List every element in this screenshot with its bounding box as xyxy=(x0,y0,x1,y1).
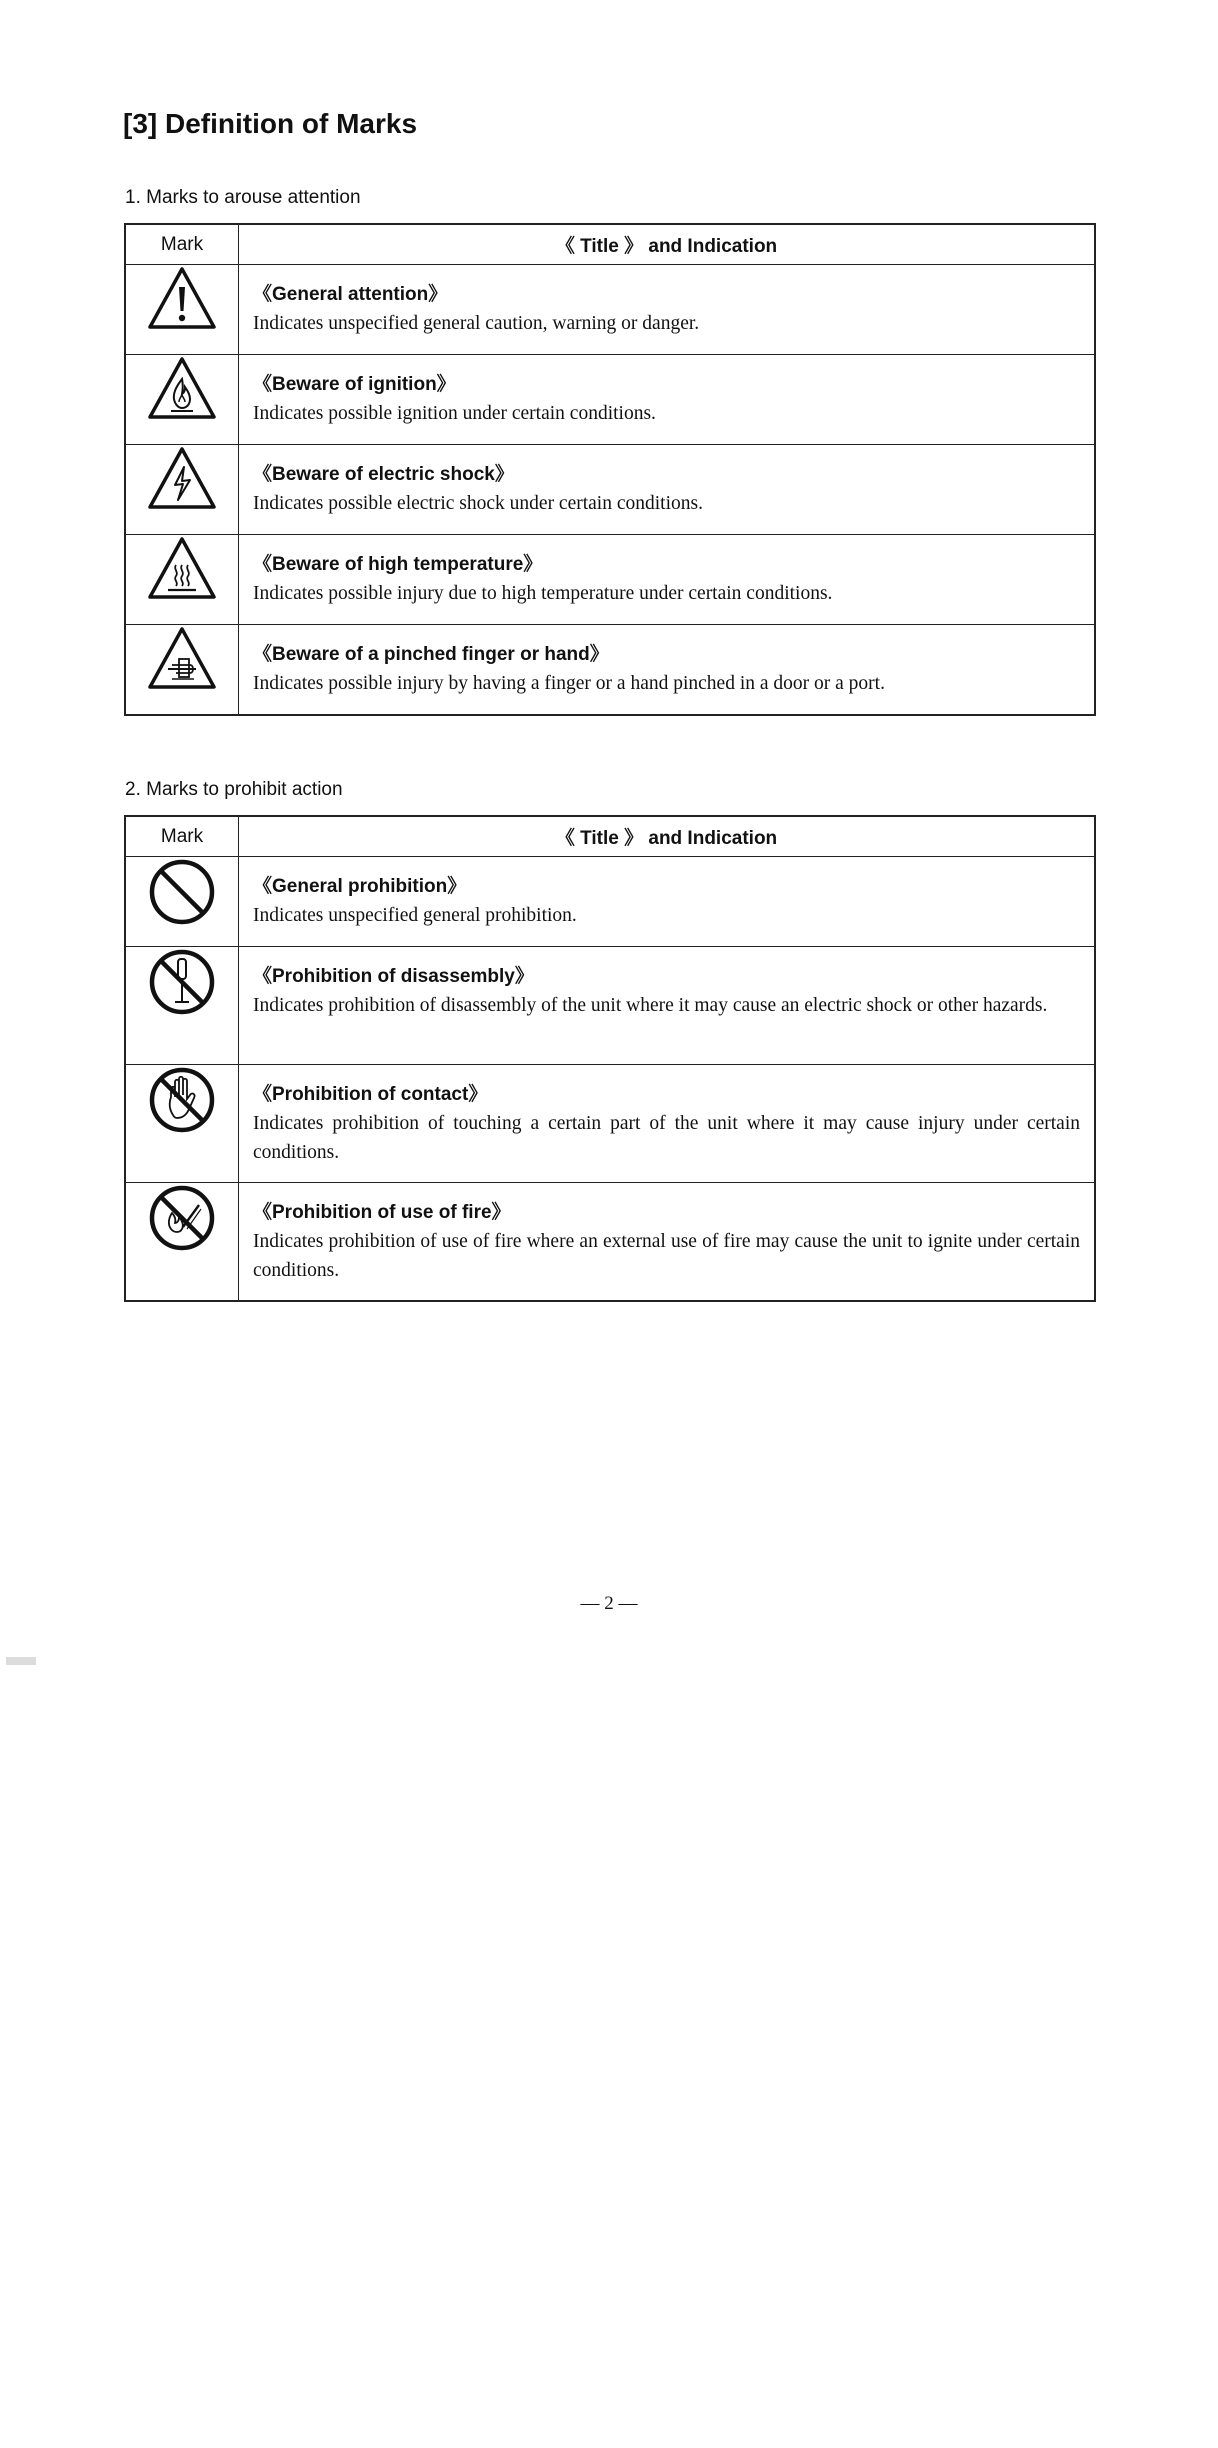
column-header-mark: Mark xyxy=(125,224,239,265)
page-heading: [3] Definition of Marks xyxy=(123,108,418,139)
mark-title: 《Prohibition of contact》 xyxy=(253,1084,488,1105)
mark-title: 《General attention》 xyxy=(253,284,448,305)
mark-title: 《Prohibition of use of fire》 xyxy=(253,1202,511,1223)
column-header-title: 《 Title 》 and Indication xyxy=(239,224,1096,265)
table-row xyxy=(125,625,1095,715)
mark-title: 《Beware of ignition》 xyxy=(253,374,456,395)
description-cell xyxy=(239,355,1096,445)
description-cell xyxy=(239,445,1096,535)
mark-cell xyxy=(125,535,239,625)
no-fire-icon xyxy=(147,1183,217,1253)
description-cell xyxy=(239,265,1096,355)
high-temperature-warning-icon xyxy=(146,535,218,601)
page-number: — 2 — xyxy=(580,1593,638,1614)
mark-cell xyxy=(125,265,239,355)
mark-description: Indicates possible ignition under certain conditions. xyxy=(253,403,656,424)
section-title-prohibit: 2. Marks to prohibit action xyxy=(125,779,343,800)
general-prohibition-icon xyxy=(147,857,217,927)
mark-cell xyxy=(125,625,239,715)
table-row xyxy=(125,265,1095,355)
table-row xyxy=(125,1183,1095,1301)
mark-cell xyxy=(125,1065,239,1183)
mark-description: Indicates possible injury by having a finger or a hand pinched in a door or a port. xyxy=(253,673,885,694)
mark-description: Indicates prohibition of touching a certain part of the unit where it may cause injury under certain conditions. xyxy=(253,1113,1080,1163)
attention-marks-table xyxy=(124,223,1096,716)
mark-cell xyxy=(125,355,239,445)
mark-cell xyxy=(125,1183,239,1301)
ignition-warning-icon xyxy=(146,355,218,421)
column-header-title: 《 Title 》 and Indication xyxy=(239,816,1096,857)
mark-description: Indicates possible electric shock under certain conditions. xyxy=(253,493,703,514)
description-cell xyxy=(239,625,1096,715)
prohibit-marks-table xyxy=(124,815,1096,1302)
table-row xyxy=(125,355,1095,445)
mark-description: Indicates prohibition of disassembly of the unit where it may cause an electric shock or other hazards. xyxy=(253,995,1048,1016)
mark-cell xyxy=(125,445,239,535)
description-cell xyxy=(239,857,1096,947)
description-cell xyxy=(239,947,1096,1065)
mark-title: 《Beware of a pinched finger or hand》 xyxy=(253,644,609,665)
mark-title: 《Beware of electric shock》 xyxy=(253,464,514,485)
mark-description: Indicates unspecified general prohibition. xyxy=(253,905,577,926)
table-row xyxy=(125,1065,1095,1183)
mark-description: Indicates possible injury due to high temperature under certain conditions. xyxy=(253,583,833,604)
mark-title: 《General prohibition》 xyxy=(253,876,467,897)
table-row xyxy=(125,857,1095,947)
description-cell xyxy=(239,535,1096,625)
scan-artifact xyxy=(6,1657,36,1665)
mark-cell xyxy=(125,947,239,1065)
table-row xyxy=(125,445,1095,535)
table-header-row xyxy=(125,224,1095,265)
mark-title: 《Prohibition of disassembly》 xyxy=(253,966,534,987)
table-row xyxy=(125,535,1095,625)
column-header-mark: Mark xyxy=(125,816,239,857)
table-row xyxy=(125,947,1095,1065)
mark-title: 《Beware of high temperature》 xyxy=(253,554,543,575)
description-cell xyxy=(239,1183,1096,1301)
pinched-finger-warning-icon xyxy=(146,625,218,691)
no-contact-icon xyxy=(147,1065,217,1135)
mark-cell xyxy=(125,857,239,947)
no-disassembly-icon xyxy=(147,947,217,1017)
electric-shock-warning-icon xyxy=(146,445,218,511)
general-attention-icon xyxy=(146,265,218,331)
mark-description: Indicates unspecified general caution, warning or danger. xyxy=(253,313,700,334)
mark-description: Indicates prohibition of use of fire where an external use of fire may cause the unit to ignite under certain conditions. xyxy=(253,1231,1080,1281)
description-cell xyxy=(239,1065,1096,1183)
section-title-attention: 1. Marks to arouse attention xyxy=(125,187,361,208)
table-header-row xyxy=(125,816,1095,857)
